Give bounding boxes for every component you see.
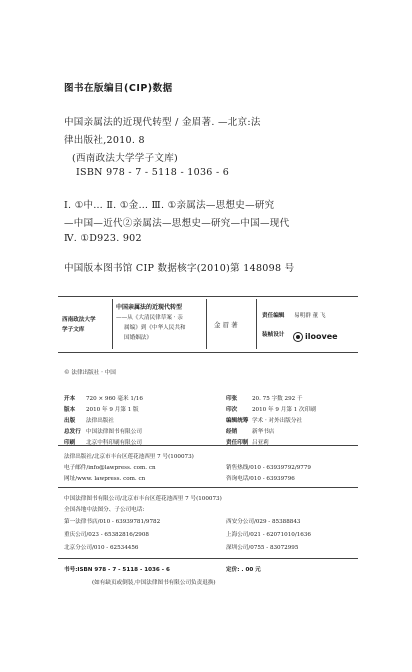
spec-label: 版本	[64, 407, 76, 413]
spec-value: 法律出版社	[86, 418, 114, 424]
consult-hotline: 咨询电话/010 - 63939796	[226, 476, 295, 482]
spec-label: 责任印制	[226, 440, 249, 446]
cip-subject-line-2: —中国—近代②亲属法—思想史—研究—中国—现代	[64, 218, 290, 229]
box-divider	[112, 299, 113, 349]
cip-record-number: 中国版本图书馆 CIP 数据核字(2010)第 148098 号	[64, 263, 295, 274]
spec-label: 开本	[64, 396, 76, 402]
designer-label: 装帧设计	[262, 332, 285, 338]
specs-left	[64, 385, 143, 446]
spec-row	[64, 396, 143, 413]
spec-label: 总发行	[64, 429, 81, 435]
spec-value: 720 × 960 毫米 1/16	[86, 396, 143, 402]
cip-isbn-line: ISBN 978 - 7 - 5118 - 1036 - 6	[76, 167, 230, 178]
series-name-line-2: 学子文库	[62, 327, 85, 333]
box-bottom-rule	[58, 352, 358, 353]
box-top-rule	[58, 296, 358, 297]
spec-label: 印刷	[64, 440, 76, 446]
spec-value: 20. 75 字数 292 千	[252, 396, 303, 402]
cip-subject-line: Ⅰ. ①中… Ⅱ. ①金… Ⅲ. ①亲属法—思想史—研究	[64, 200, 275, 211]
branch-item: 北京分公司/010 - 62534456	[64, 545, 139, 551]
copyright-line: © 法律出版社 · 中国	[64, 370, 116, 376]
spec-value: 2010 年 9 月第 1 次印刷	[252, 407, 316, 413]
spec-row	[226, 418, 316, 435]
book-title: 中国亲属法的近现代转型	[116, 304, 183, 311]
spec-value: 北京中科印刷有限公司	[86, 440, 142, 446]
spec-label: 经销	[226, 429, 238, 435]
distributor-address: 中国法律图书有限公司/北京市丰台区莲花池西里 7 号(100073)	[64, 496, 222, 502]
spec-value: 新华书店	[252, 429, 275, 435]
iloovee-logo-icon	[293, 332, 303, 342]
cip-series-line: (西南政法大学学子文库)	[72, 153, 179, 164]
section-rule	[58, 487, 358, 488]
spec-label: 编辑统筹	[226, 418, 249, 424]
spec-label: 印张	[226, 396, 238, 402]
spec-value: 中国法律图书有限公司	[86, 429, 142, 435]
spec-value: 学术 · 对外出版分社	[252, 418, 303, 424]
section-rule	[58, 445, 358, 446]
spec-row	[64, 385, 143, 402]
sales-hotline: 销售热线/010 - 63939792/9779	[226, 465, 311, 471]
series-name-line-1: 西南政法大学	[62, 317, 96, 323]
book-subtitle-2: 属编》到《中华人民共和	[124, 325, 186, 331]
spec-row	[64, 429, 143, 446]
spec-row	[226, 396, 316, 413]
branch-item: 深圳公司/0755 - 83072995	[226, 545, 299, 551]
editor-label: 责任编辑	[262, 313, 285, 319]
publisher-website: 网址/www. lawpress. com. cn	[64, 476, 146, 482]
publisher-address: 法律出版社/北京市丰台区莲花池西里 7 号(100073)	[64, 454, 194, 460]
cip-heading: 图书在版编目(CIP)数据	[64, 83, 173, 94]
branch-item: 上海公司/021 - 62071010/1636	[226, 532, 311, 538]
spec-value: 2010 年 9 月第 1 版	[86, 407, 139, 413]
publisher-email: 电子邮件/info@lawpress. com. cn	[64, 465, 156, 471]
section-rule	[58, 558, 358, 559]
cip-title-line: 中国亲属法的近现代转型 / 金眉著. —北京:法	[64, 117, 261, 128]
cip-classification-line: Ⅳ. ①D923. 902	[64, 233, 142, 244]
branch-item: 西安分公司/029 - 85388843	[226, 519, 301, 525]
box-divider	[206, 299, 207, 349]
isbn-line: 书号:ISBN 978 - 7 - 5118 - 1036 - 6	[64, 567, 170, 573]
book-subtitle-3: 国婚姻法》	[124, 335, 152, 341]
branch-item: 重庆公司/023 - 65382816/2908	[64, 532, 149, 538]
book-subtitle-1: ——从《大清民律草案 · 亲	[116, 315, 183, 321]
spec-label: 印次	[226, 407, 238, 413]
return-note: (如有缺页或倒装,中国法律图书有限公司负责退换)	[92, 580, 216, 586]
branches-header: 全国各地中法图分、子公司电话:	[64, 507, 145, 513]
cip-publisher-line: 律出版社,2010. 8	[64, 135, 145, 146]
price-line: 定价: . 00 元	[226, 567, 261, 573]
spec-value: 吕亚莉	[252, 440, 269, 446]
specs-right	[226, 385, 316, 446]
designer-logo: iloovee	[293, 326, 338, 345]
branch-item: 第一法律书店/010 - 63939781/9782	[64, 519, 161, 525]
editor-value: 易明群 董 飞	[294, 313, 326, 319]
spec-label: 出版	[64, 418, 76, 424]
box-divider	[256, 299, 257, 349]
spec-row	[226, 385, 316, 402]
author: 金 眉 著	[214, 321, 238, 329]
spec-row	[64, 418, 143, 435]
